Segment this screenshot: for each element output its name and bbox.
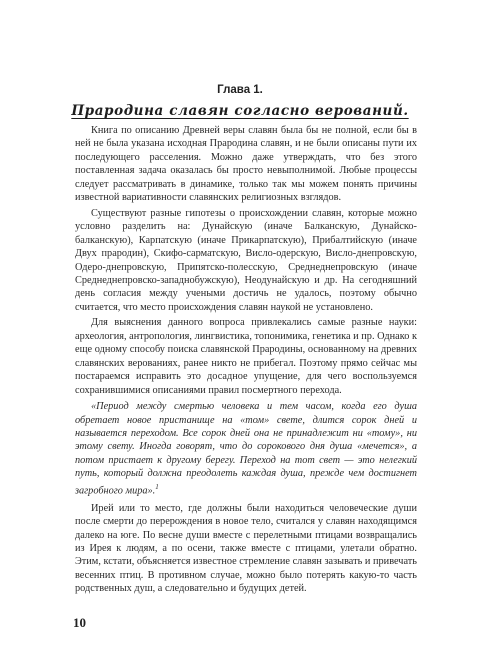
paragraph-iriy: Ирей или то место, где должны были находиться человеческие души после смерти до перерождения в новое тело, считался у славян находящимся далеко на юге. По весне души вместе с перелетными птицами возвращались из Ирея к людям, а по осени, также вместе с птицами, улетали обратно. Этим, кстати, объясняется известное стремление славян зазывать и привечать весенних птиц. В противном случае, можно было потерять какую-то часть родственных душ, а следовательно и будущих детей. bbox=[75, 502, 417, 595]
paragraph-method: Для выяснения данного вопроса привлекались самые разные науки: археология, антропология, лингвистика, топонимика, генетика и пр. Однако к еще одному способу поиска славянской Прародины, основанному на древних славянских верованиях, ранее никто не прибегал. Поэтому прямо сейчас мы постараемся исправить это досадное упущение, для чего воспользуемся сохранившимися описаниями правил посмертного перехода. bbox=[75, 317, 417, 396]
paragraph-hypotheses: Существуют разные гипотезы о происхождении славян, которые можно условно разделить на: Дунайскую (иначе Балканскую, Дунайско-балканскую), Карпатскую (иначе Прикарпатскую), Прибалтийскую (иначе Двух прародин), Скифо-сарматскую, Висло-одерскую, Висло-днепровскую, Одеро-днепровскую, Припятско-полесскую, Среднеднепровскую (иначе Среднеднепровско-западнобужскую), Неодунайскую и др. На сегодняшний день согласия между учеными достичь не удалось, поэтому обычно считается, что место происхождения славян наукой не установлено. bbox=[75, 207, 417, 313]
chapter-label: Глава 1. bbox=[217, 84, 263, 96]
quote-text: «Период между смертью человека и тем часом, когда его душа обретает новое пристанище на «том» свете, длится сорок дней и называется переходом. Все сорок дней она не принадлежит ни «тому», ни этому свету. Иногда говорят, что до сорокового дня душа «мечется», а потом пристает к другому берегу. Переход на тот свет — это нелегкий путь, который должна преодолеть каждая душа, прежде чем достигнет загробного мира». bbox=[75, 401, 417, 497]
page-number: 10 bbox=[73, 615, 86, 630]
paragraph-intro: Книга по описанию Древней веры славян была бы не полной, если бы в ней не была указана исходная Прародина славян, и не были описаны пути их последующего расселения. Можно даже утверждать, что без этого поставленная задача оказалась бы просто невыполнимой. Любые процессы следует рассматривать в динамике, только так мы можем понять причины известной вариативности славянских религиозных взглядов. bbox=[75, 125, 417, 204]
body-text bbox=[75, 124, 417, 598]
quote-paragraph bbox=[75, 400, 417, 498]
footnote-marker: 1 bbox=[155, 482, 159, 491]
chapter-title: Прародина славян согласно верований. bbox=[71, 103, 409, 119]
